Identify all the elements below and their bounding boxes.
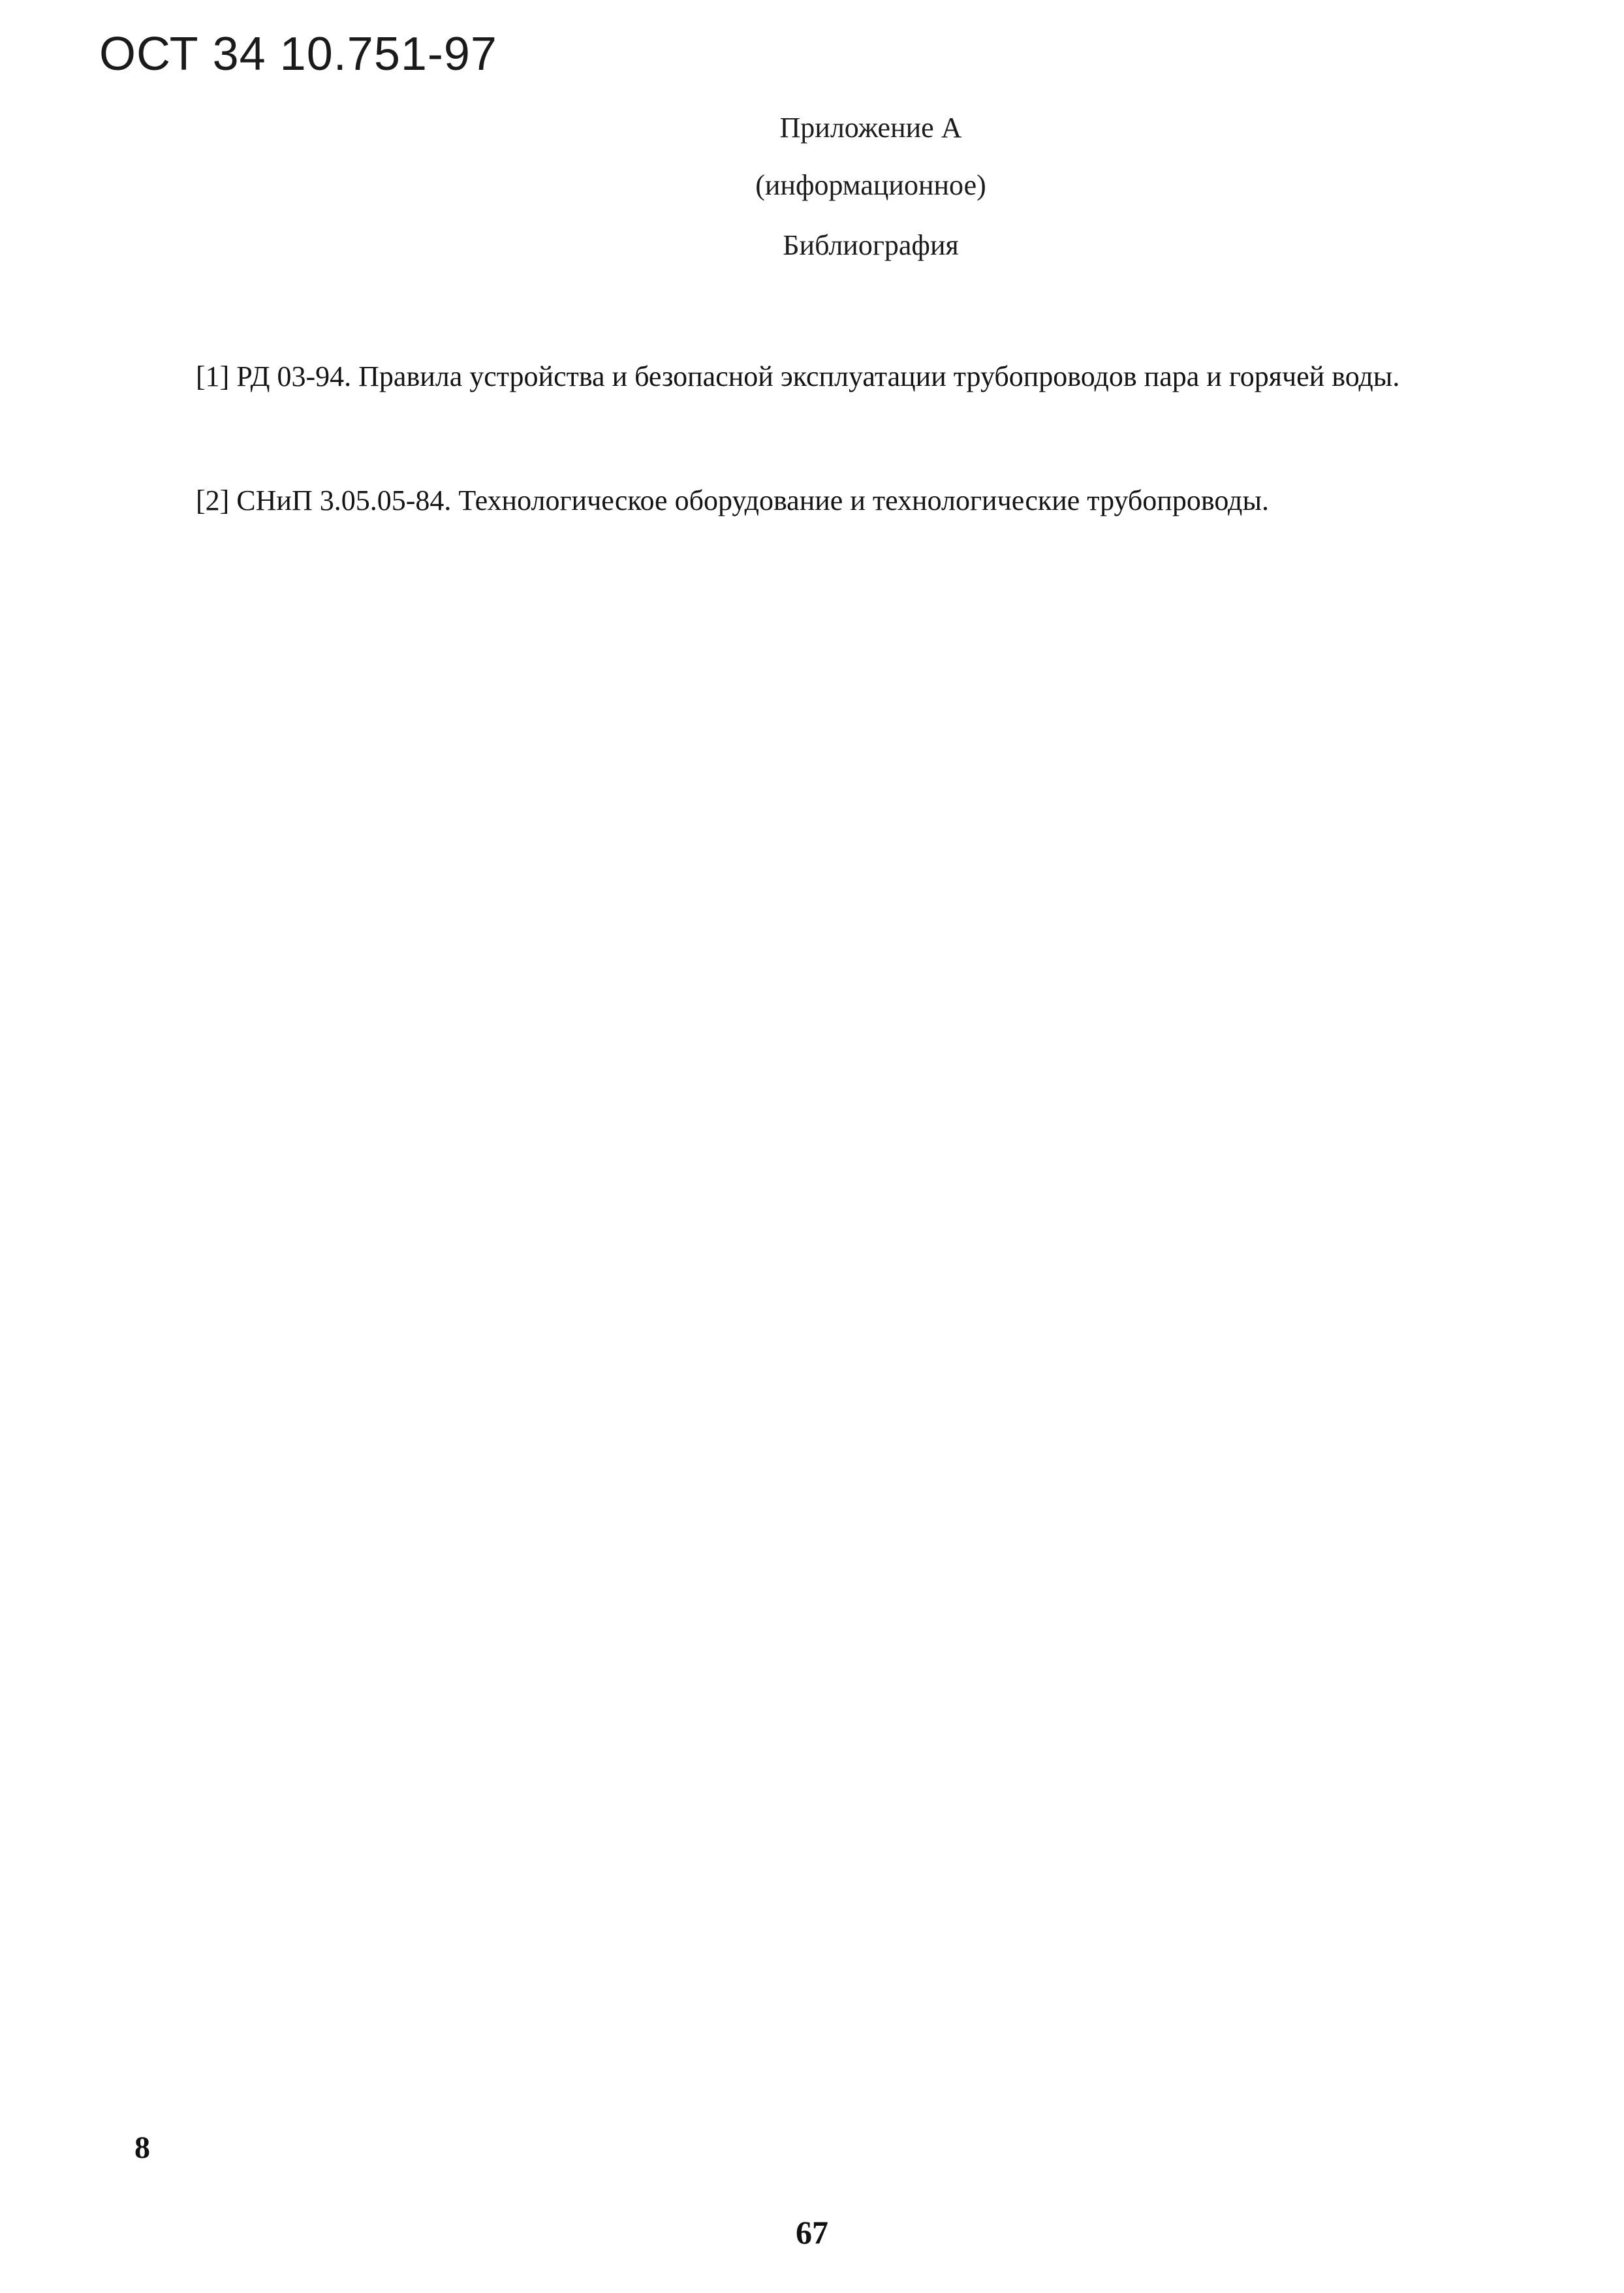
side-number: 8 bbox=[134, 2130, 150, 2165]
annex-title: Приложение А bbox=[779, 112, 962, 144]
standard-code: ОСТ 34 10.751-97 bbox=[99, 28, 497, 80]
annex-type: (информационное) bbox=[755, 169, 986, 201]
reference-text: [2] СНиП 3.05.05-84. Технологическое оборудование и технологические трубопроводы. bbox=[196, 484, 1270, 516]
reference-text: [1] РД 03-94. Правила устройства и безопасной эксплуатации трубопроводов пара и горячей воды. bbox=[196, 360, 1400, 392]
bibliography-entry-1 bbox=[104, 346, 1488, 407]
section-title: Библиография bbox=[783, 229, 959, 261]
bibliography-entry-2 bbox=[104, 470, 1488, 531]
page-number: 67 bbox=[796, 2214, 828, 2251]
